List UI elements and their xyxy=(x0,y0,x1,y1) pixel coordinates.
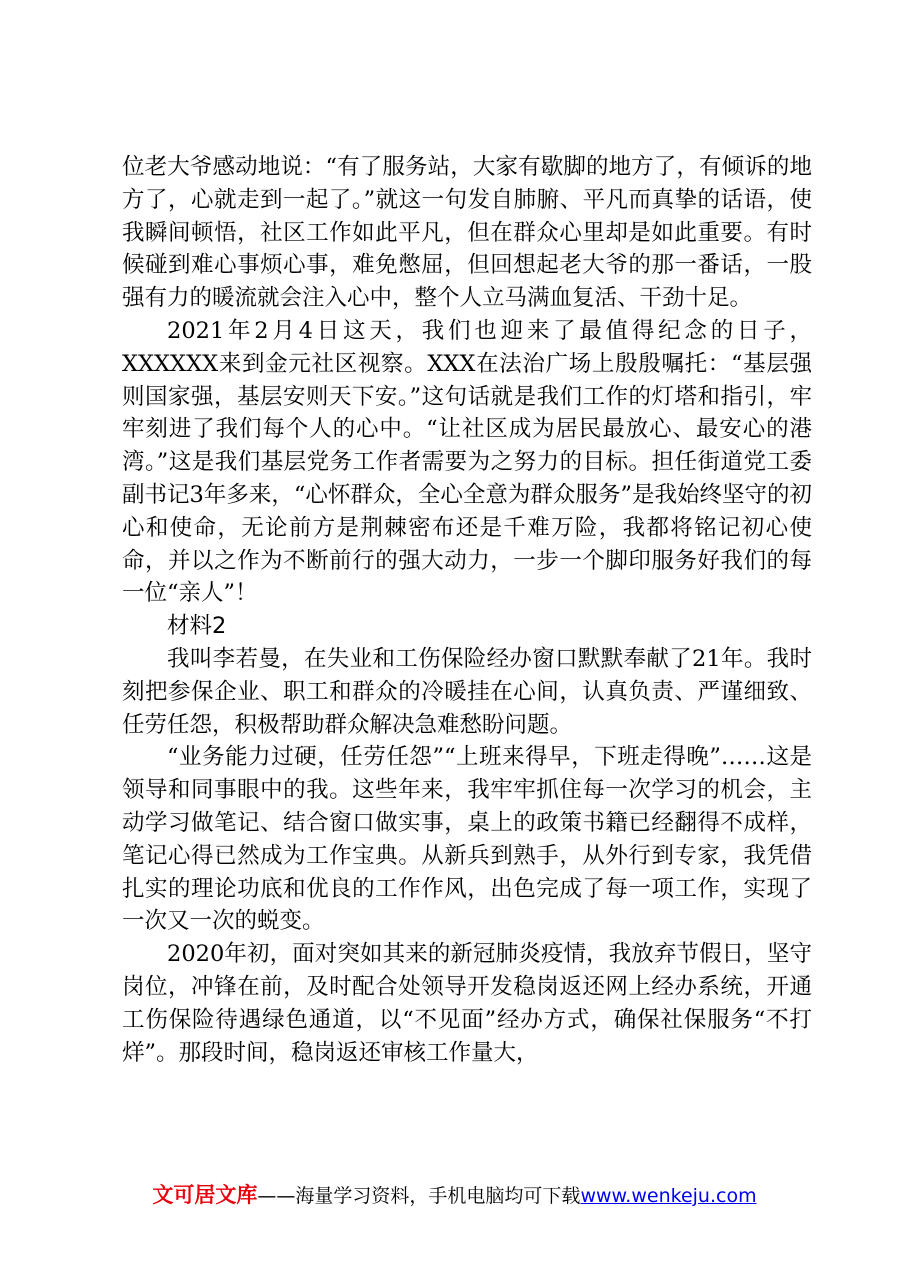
paragraph-4: “业务能力过硬，任劳任怨”“上班来得早，下班走得晚”……这是领导和同事眼中的我。这些年来，我牢牢抓住每一次学习的机会，主动学习做笔记、结合窗口做实事，桌上的政策书籍已经翻得不成样，笔记心得已然成为工作宝典。从新兵到熟手，从外行到专家，我凭借扎实的理论功底和优良的工作作风，出色完成了每一项工作，实现了一次又一次的蜕变。 xyxy=(122,744,812,935)
footer-banner xyxy=(0,1180,909,1211)
footer-brand: 文可居文库 xyxy=(152,1183,258,1207)
document-body xyxy=(122,151,812,1069)
paragraph-3: 我叫李若曼，在失业和工伤保险经办窗口默默奉献了21年。我时刻把参保企业、职工和群众的冷暖挂在心间，认真负责、严谨细致、任劳任怨，积极帮助群众解决急难愁盼问题。 xyxy=(122,645,812,738)
paragraph-1: 位老大爷感动地说：“有了服务站，大家有歇脚的地方了，有倾诉的地方了，心就走到一起了。”就这一句发自肺腑、平凡而真挚的话语，使我瞬间顿悟，社区工作如此平凡，但在群众心里却是如此重要。有时候碰到难心事烦心事，难免憋屈，但回想起老大爷的那一番话，一股强有力的暖流就会注入心中，整个人立马满血复活、干劲十足。 xyxy=(122,154,812,312)
section-heading: 材料2 xyxy=(167,613,227,640)
paragraph-2: 2021年2月4日这天，我们也迎来了最值得纪念的日子，XXXXXX来到金元社区视察。XXX在法治广场上殷殷嘱托：“基层强则国家强，基层安则天下安。”这句话就是我们工作的灯塔和指引，牢牢刻进了我们每个人的心中。“让社区成为居民最放心、最安心的港湾。”这是我们基层党务工作者需要为之努力的目标。担任街道党工委副书记3年多来，“心怀群众，全心全意为群众服务”是我始终坚守的初心和使命，无论前方是荆棘密布还是千难万险，我都将铭记初心使命，并以之作为不断前行的强大动力，一步一个脚印服务好我们的每一位“亲人”！ xyxy=(122,317,812,607)
footer-link[interactable]: www.wenkeju.com xyxy=(580,1185,757,1207)
footer-slogan: ——海量学习资料，手机电脑均可下载 xyxy=(257,1185,581,1207)
paragraph-5: 2020年初，面对突如其来的新冠肺炎疫情，我放弃节假日，坚守岗位，冲锋在前，及时配合处领导开发稳岗返还网上经办系统，开通工伤保险待遇绿色通道，以“不见面”经办方式，确保社保服务“不打烊”。那段时间，稳岗返还审核工作量大， xyxy=(122,941,812,1066)
